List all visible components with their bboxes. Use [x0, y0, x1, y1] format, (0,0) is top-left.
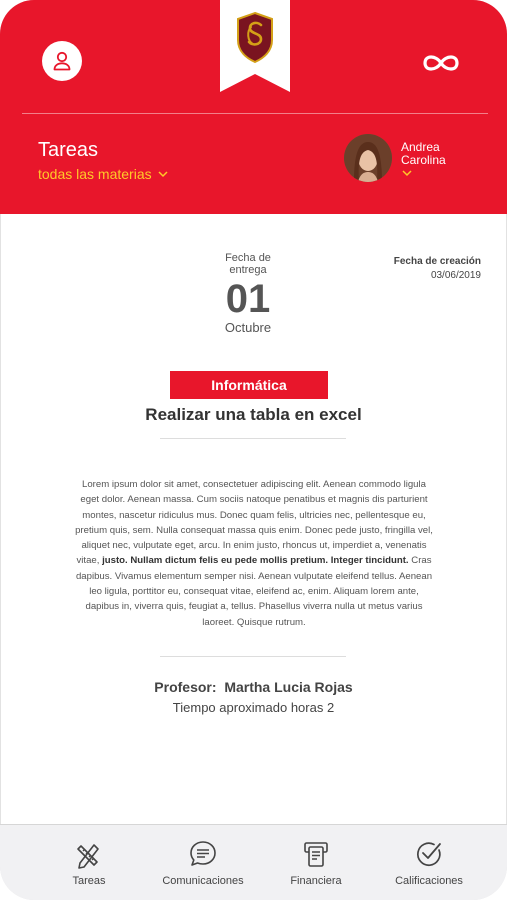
task-description	[72, 477, 436, 630]
nav-label-financiera: Financiera	[290, 875, 342, 887]
subject-filter-label: todas las materias	[38, 166, 152, 182]
task-title: Realizar una tabla en excel	[145, 405, 362, 424]
nav-tareas[interactable]	[48, 825, 130, 900]
document-stack-icon	[301, 839, 331, 869]
due-day: 01	[225, 277, 271, 321]
description-text-end: Cras dapibus. Vivamus elementum semper nisi. Aenean vulputate eleifend tellus. Aenean leo ligula, porttitor eu, consequat vitae, eleifend ac, enim. Aliquam lorem ante, dapibus in, viverra quis, feugiat a, tellus. Phasellus viverra nulla ut metus varius laoreet. Quisque rutrum.	[75, 555, 433, 628]
user-last-name: Carolina	[401, 153, 446, 167]
user-icon	[51, 50, 73, 72]
teacher-label: Profesor:	[154, 679, 217, 695]
infinity-button[interactable]	[417, 48, 465, 78]
page-title: Tareas	[38, 139, 99, 161]
nav-label-calificaciones: Calificaciones	[395, 875, 463, 887]
user-portrait	[344, 134, 392, 182]
header	[0, 0, 507, 214]
created-date-label: Fecha de creación	[393, 256, 481, 267]
due-label-line-1: Fecha de	[225, 252, 271, 264]
time-estimate: Tiempo aproximado horas 2	[172, 700, 335, 715]
nav-financiera[interactable]	[276, 825, 356, 900]
nav-calificaciones[interactable]	[384, 825, 474, 900]
infinity-icon	[419, 51, 463, 75]
school-logo[interactable]	[220, 0, 290, 92]
nav-label-tareas: Tareas	[72, 875, 106, 887]
title-divider	[160, 438, 346, 439]
header-divider	[22, 113, 488, 114]
bottom-nav	[0, 824, 507, 900]
profile-button[interactable]	[42, 41, 82, 81]
check-circle-icon	[414, 839, 444, 869]
subject-badge: Informática	[170, 371, 328, 399]
nav-label-comunicaciones: Comunicaciones	[162, 875, 244, 887]
teacher-info	[0, 679, 507, 695]
description-bold-text: justo. Nullam dictum felis eu pede mollis pretium. Integer tincidunt.	[102, 555, 409, 567]
chevron-down-icon	[158, 171, 168, 178]
user-menu-chevron-icon[interactable]	[402, 170, 412, 177]
description-divider	[160, 656, 346, 657]
description-text: Lorem ipsum dolor sit amet, consectetuer adipiscing elit. Aenean commodo ligula eget dolor. Aenean massa. Cum sociis natoque penatibus et magnis dis parturient montes, nascetur ridiculus mus. Donec quam felis, ultricies nec, pellentesque eu, pretium quis, sem. Nulla consequat massa quis enim. Donec pede justo, fringilla vel, aliquet nec, vulputate eget, arcu. In enim justo, rhoncus ut, imperdiet a, venenatis vitae,	[75, 479, 433, 567]
teacher-name: Martha Lucia Rojas	[224, 679, 353, 695]
user-name	[401, 141, 446, 167]
due-month: Octubre	[224, 320, 272, 335]
user-first-name: Andrea	[401, 140, 440, 154]
nav-comunicaciones[interactable]	[155, 825, 251, 900]
user-avatar[interactable]	[344, 134, 392, 182]
created-date: 03/06/2019	[430, 270, 481, 281]
subject-filter-dropdown[interactable]	[38, 166, 168, 182]
due-date-label	[198, 252, 298, 276]
pencil-ruler-icon	[74, 839, 104, 869]
due-label-line-2: entrega	[229, 264, 267, 276]
chat-bubble-icon	[188, 839, 218, 869]
